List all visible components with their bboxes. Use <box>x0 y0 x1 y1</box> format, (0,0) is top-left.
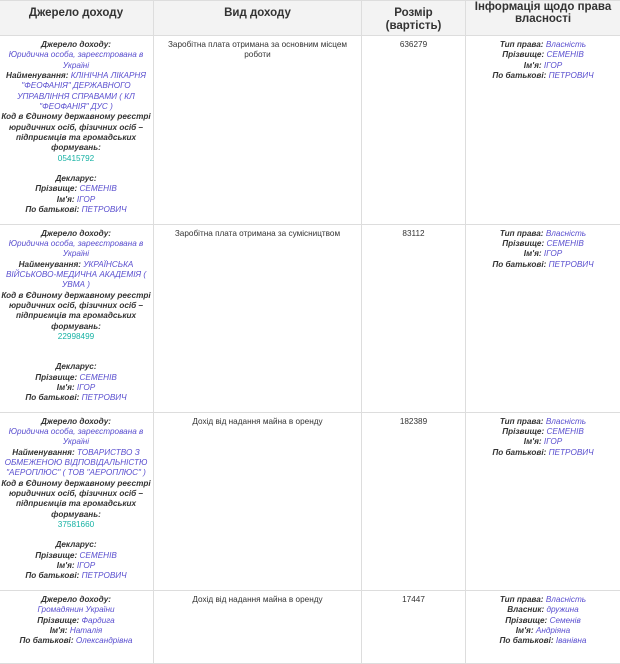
declarant-patronymic: ПЕТРОВИЧ <box>82 571 127 580</box>
income-source-cell <box>0 36 154 225</box>
rights-type-label: Тип права: <box>500 40 544 49</box>
declarant-patronymic: ПЕТРОВИЧ <box>82 393 127 402</box>
declarant-label: Декларус: <box>1 540 151 550</box>
source-type: Громадянин України <box>1 605 151 615</box>
source-type: Юридична особа, зареєстрована в Україні <box>1 427 151 448</box>
owner-surname: СЕМЕНІВ <box>547 50 584 59</box>
rights-type: Власність <box>546 595 586 604</box>
owner-surname: СЕМЕНІВ <box>547 239 584 248</box>
ownership-cell <box>466 36 620 225</box>
person-patronymic: Олександрівна <box>76 636 133 645</box>
table-header-row <box>0 1 620 36</box>
organization-name: КЛІНІЧНА ЛІКАРНЯ "ФЕОФАНІЯ" ДЕРЖАВНОГО УПРАВЛІННЯ СПРАВАМИ ( КЛ "ФЕОФАНІЯ" ДУС ) <box>17 71 146 111</box>
rights-type-label: Тип права: <box>500 229 544 238</box>
owner-surname: СЕМЕНІВ <box>547 427 584 436</box>
owner-first-name: ІГОР <box>544 437 562 446</box>
ownership-cell <box>466 590 620 663</box>
rights-type: Власність <box>546 40 586 49</box>
patronymic-label: По батькові: <box>25 393 79 402</box>
surname-label: Прізвище: <box>37 616 79 625</box>
first-name-label: Ім'я: <box>50 626 68 635</box>
patronymic-label: По батькові: <box>492 260 546 269</box>
surname-label: Прізвище: <box>35 373 77 382</box>
ownership-cell <box>466 224 620 412</box>
table-row <box>0 36 620 225</box>
header-income-source: Джерело доходу <box>0 1 154 36</box>
owner-label: Власник: <box>507 605 544 614</box>
table-row <box>0 590 620 663</box>
patronymic-label: По батькові: <box>500 636 554 645</box>
patronymic-label: По батькові: <box>492 71 546 80</box>
income-kind: Дохід від надання майна в оренду <box>154 590 362 663</box>
income-source-cell <box>0 412 154 590</box>
surname-label: Прізвище: <box>505 616 547 625</box>
income-amount: 83112 <box>362 224 466 412</box>
source-label: Джерело доходу: <box>41 417 111 426</box>
first-name-label: Ім'я: <box>516 626 534 635</box>
surname-label: Прізвище: <box>35 184 77 193</box>
patronymic-label: По батькові: <box>20 636 74 645</box>
source-label: Джерело доходу: <box>41 595 111 604</box>
rights-type-label: Тип права: <box>500 417 544 426</box>
source-label: Джерело доходу: <box>41 40 111 49</box>
header-income-kind: Вид доходу <box>154 1 362 36</box>
first-name-label: Ім'я: <box>524 437 542 446</box>
patronymic-label: По батькові: <box>492 448 546 457</box>
table-row <box>0 412 620 590</box>
ownership-cell <box>466 412 620 590</box>
income-amount: 182389 <box>362 412 466 590</box>
rights-type-label: Тип права: <box>500 595 544 604</box>
organization-name: УКРАЇНСЬКА ВІЙСЬКОВО-МЕДИЧНА АКАДЕМІЯ ( УВМА ) <box>6 260 146 290</box>
source-label: Джерело доходу: <box>41 229 111 238</box>
first-name-label: Ім'я: <box>57 195 75 204</box>
organization-name: ТОВАРИСТВО З ОБМЕЖЕНОЮ ВІДПОВІДАЛЬНІСТЮ "АЕРОПЛЮС" ( ТОВ "АЕРОПЛЮС" ) <box>5 448 148 478</box>
rights-type: Власність <box>546 229 586 238</box>
owner-first-name: ІГОР <box>544 61 562 70</box>
name-label: Найменування: <box>12 448 74 457</box>
owner-relation: дружина <box>546 605 578 614</box>
edrpou-code: 37581660 <box>1 520 151 530</box>
surname-label: Прізвище: <box>502 427 544 436</box>
table-row <box>0 224 620 412</box>
declarant-first-name: ІГОР <box>77 561 95 570</box>
income-source-cell <box>0 590 154 663</box>
owner-patronymic: ПЕТРОВИЧ <box>549 448 594 457</box>
patronymic-label: По батькові: <box>25 571 79 580</box>
first-name-label: Ім'я: <box>524 61 542 70</box>
declarant-surname: СЕМЕНІВ <box>80 551 117 560</box>
edrpou-code: 22998499 <box>1 332 151 342</box>
declarant-label: Декларус: <box>1 174 151 184</box>
income-amount: 17447 <box>362 590 466 663</box>
owner-patronymic: ПЕТРОВИЧ <box>549 260 594 269</box>
surname-label: Прізвище: <box>502 50 544 59</box>
income-kind: Заробітна плата отримана за сумісництвом <box>154 224 362 412</box>
surname-label: Прізвище: <box>35 551 77 560</box>
code-label: Код в Єдиному державному реєстрі юридичних осіб, фізичних осіб – підприємців та громадських формувань: <box>1 479 151 520</box>
name-label: Найменування: <box>19 260 81 269</box>
declarant-patronymic: ПЕТРОВИЧ <box>82 205 127 214</box>
declarant-surname: СЕМЕНІВ <box>80 373 117 382</box>
income-source-cell <box>0 224 154 412</box>
declarant-first-name: ІГОР <box>77 383 95 392</box>
owner-first-name: Андріяна <box>536 626 570 635</box>
income-kind: Заробітна плата отримана за основним місцем роботи <box>154 36 362 225</box>
person-surname: Фардига <box>82 616 115 625</box>
header-income-size: Розмір (вартість) <box>362 1 466 36</box>
first-name-label: Ім'я: <box>57 561 75 570</box>
declarant-surname: СЕМЕНІВ <box>80 184 117 193</box>
income-amount: 636279 <box>362 36 466 225</box>
declarant-first-name: ІГОР <box>77 195 95 204</box>
declarant-label: Декларус: <box>1 362 151 372</box>
owner-patronymic: ПЕТРОВИЧ <box>549 71 594 80</box>
edrpou-code: 05415792 <box>1 154 151 164</box>
surname-label: Прізвище: <box>502 239 544 248</box>
person-first-name: Наталія <box>70 626 102 635</box>
code-label: Код в Єдиному державному реєстрі юридичних осіб, фізичних осіб – підприємців та громадських формувань: <box>1 112 151 153</box>
owner-surname: Семенів <box>550 616 581 625</box>
first-name-label: Ім'я: <box>524 249 542 258</box>
header-ownership-info: Інформація щодо права власності <box>466 1 620 36</box>
income-kind: Дохід від надання майна в оренду <box>154 412 362 590</box>
source-type: Юридична особа, зареєстрована в Україні <box>1 50 151 71</box>
source-type: Юридична особа, зареєстрована в Україні <box>1 239 151 260</box>
owner-first-name: ІГОР <box>544 249 562 258</box>
patronymic-label: По батькові: <box>25 205 79 214</box>
name-label: Найменування: <box>6 71 68 80</box>
owner-patronymic: Іванівна <box>556 636 587 645</box>
first-name-label: Ім'я: <box>57 383 75 392</box>
code-label: Код в Єдиному державному реєстрі юридичних осіб, фізичних осіб – підприємців та громадських формувань: <box>1 291 151 332</box>
rights-type: Власність <box>546 417 586 426</box>
